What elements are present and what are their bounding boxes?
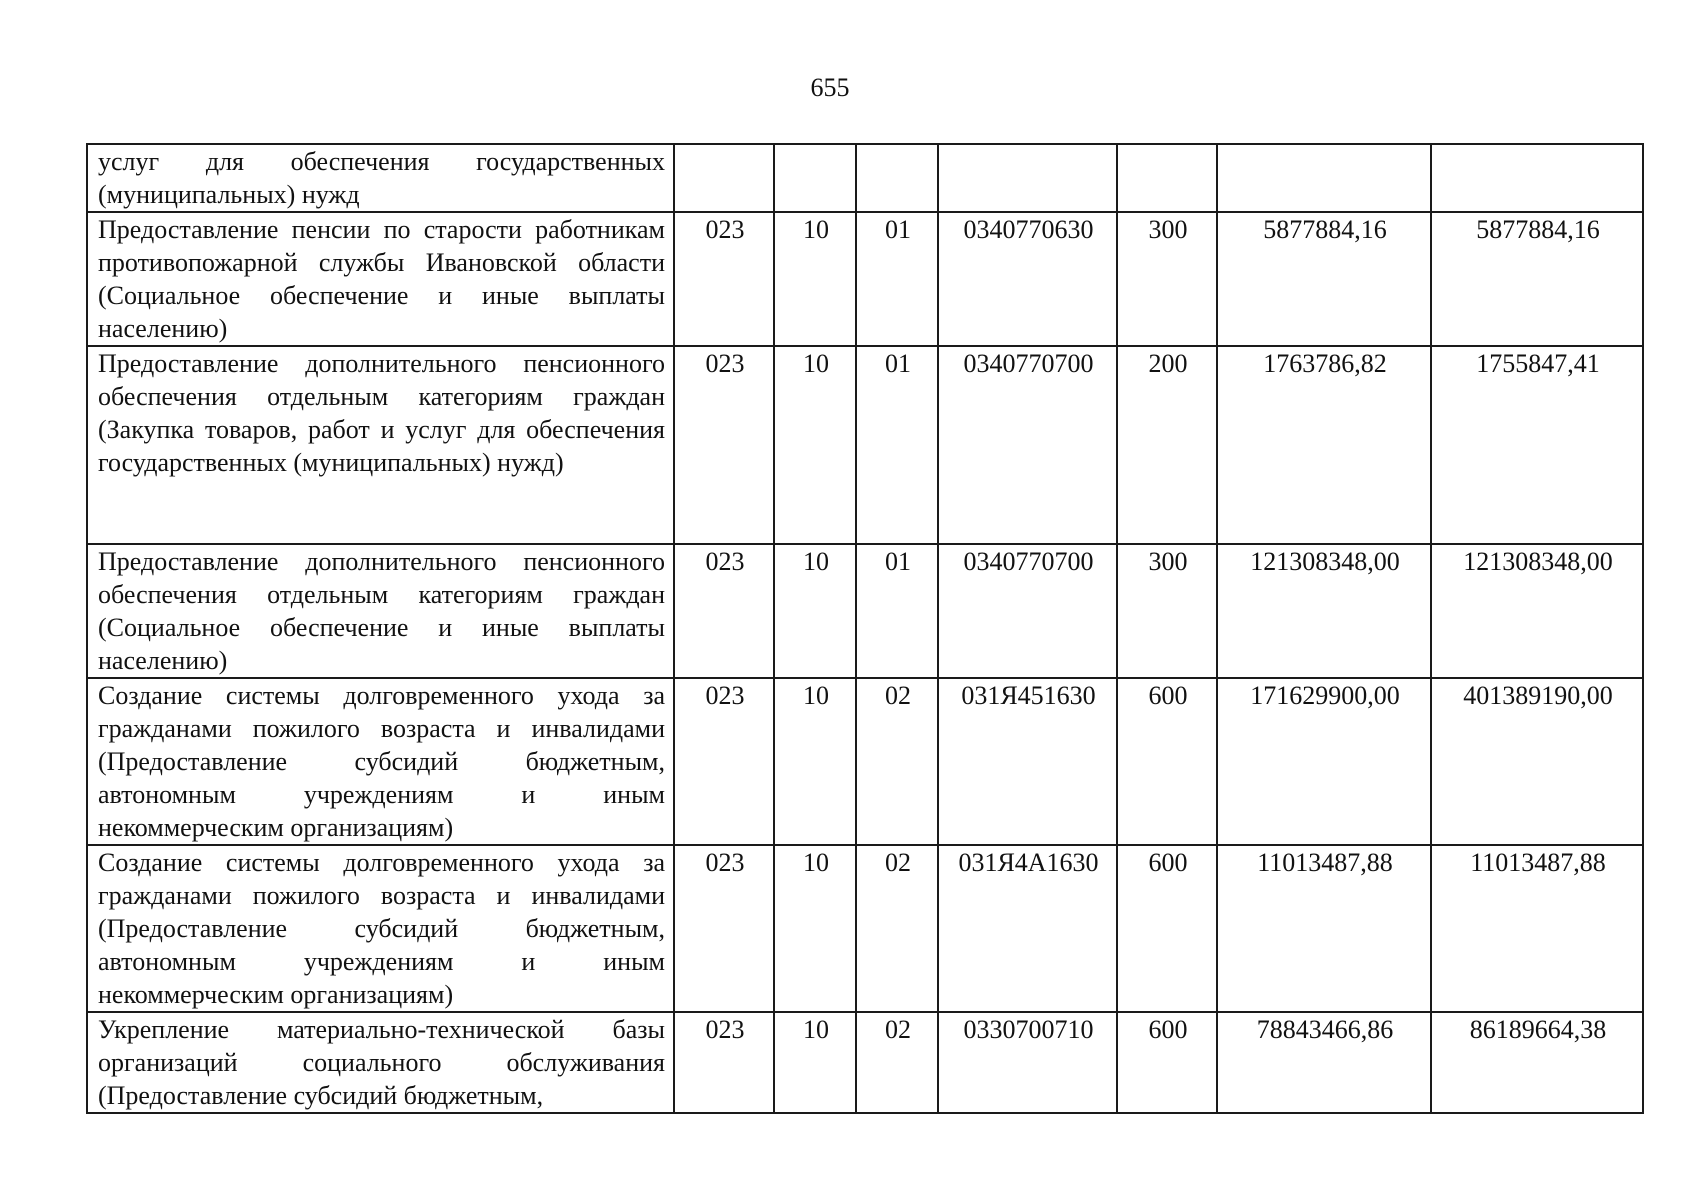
subsection-code: 01	[856, 212, 938, 346]
expense-type-code: 600	[1117, 678, 1217, 845]
subsection-code: 01	[856, 544, 938, 678]
table-row	[87, 346, 1643, 544]
table-row	[87, 845, 1643, 1012]
ministry-code	[674, 144, 774, 212]
subsection-code: 02	[856, 1012, 938, 1113]
ministry-code: 023	[674, 1012, 774, 1113]
table-row	[87, 1012, 1643, 1113]
table-row	[87, 212, 1643, 346]
section-code: 10	[774, 346, 856, 544]
budget-table	[86, 143, 1644, 1114]
ministry-code: 023	[674, 346, 774, 544]
page-number: 655	[810, 73, 850, 102]
subsection-code: 01	[856, 346, 938, 544]
row-description: услуг для обеспечения государственных (муниципальных) нужд	[87, 144, 674, 212]
amount-year-1: 78843466,86	[1217, 1012, 1431, 1113]
row-description: Предоставление пенсии по старости работникам противопожарной службы Ивановской области (Социальное обеспечение и иные выплаты населению)	[87, 212, 674, 346]
section-code	[774, 144, 856, 212]
table-row	[87, 144, 1643, 212]
subsection-code: 02	[856, 678, 938, 845]
expense-type-code: 600	[1117, 1012, 1217, 1113]
ministry-code: 023	[674, 678, 774, 845]
ministry-code: 023	[674, 212, 774, 346]
section-code: 10	[774, 1012, 856, 1113]
target-article-code	[938, 144, 1117, 212]
amount-year-1: 171629900,00	[1217, 678, 1431, 845]
amount-year-2: 121308348,00	[1431, 544, 1643, 678]
target-article-code: 0330700710	[938, 1012, 1117, 1113]
amount-year-2: 5877884,16	[1431, 212, 1643, 346]
row-description: Предоставление дополнительного пенсионного обеспечения отдельным категориям граждан (Социальное обеспечение и иные выплаты населению)	[87, 544, 674, 678]
expense-type-code	[1117, 144, 1217, 212]
amount-year-1: 121308348,00	[1217, 544, 1431, 678]
section-code: 10	[774, 212, 856, 346]
ministry-code: 023	[674, 544, 774, 678]
amount-year-1: 1763786,82	[1217, 346, 1431, 544]
table-row	[87, 678, 1643, 845]
expense-type-code: 600	[1117, 845, 1217, 1012]
target-article-code: 031Я451630	[938, 678, 1117, 845]
amount-year-1: 5877884,16	[1217, 212, 1431, 346]
target-article-code: 0340770700	[938, 544, 1117, 678]
expense-type-code: 300	[1117, 544, 1217, 678]
amount-year-2: 11013487,88	[1431, 845, 1643, 1012]
amount-year-1	[1217, 144, 1431, 212]
amount-year-2: 86189664,38	[1431, 1012, 1643, 1113]
amount-year-2: 401389190,00	[1431, 678, 1643, 845]
section-code: 10	[774, 845, 856, 1012]
target-article-code: 0340770630	[938, 212, 1117, 346]
expense-type-code: 200	[1117, 346, 1217, 544]
row-description: Укрепление материально-технической базы организаций социального обслуживания (Предоставление субсидий бюджетным,	[87, 1012, 674, 1113]
expense-type-code: 300	[1117, 212, 1217, 346]
amount-year-2	[1431, 144, 1643, 212]
subsection-code	[856, 144, 938, 212]
amount-year-2: 1755847,41	[1431, 346, 1643, 544]
subsection-code: 02	[856, 845, 938, 1012]
row-description: Создание системы долговременного ухода за гражданами пожилого возраста и инвалидами (Предоставление субсидий бюджетным, автономным учреждениям и иным некоммерческим организациям)	[87, 845, 674, 1012]
amount-year-1: 11013487,88	[1217, 845, 1431, 1012]
target-article-code: 031Я4А1630	[938, 845, 1117, 1012]
target-article-code: 0340770700	[938, 346, 1117, 544]
ministry-code: 023	[674, 845, 774, 1012]
row-description: Создание системы долговременного ухода за гражданами пожилого возраста и инвалидами (Предоставление субсидий бюджетным, автономным учреждениям и иным некоммерческим организациям)	[87, 678, 674, 845]
section-code: 10	[774, 544, 856, 678]
row-description: Предоставление дополнительного пенсионного обеспечения отдельным категориям граждан (Закупка товаров, работ и услуг для обеспечения государственных (муниципальных) нужд)	[87, 346, 674, 544]
table-row	[87, 544, 1643, 678]
section-code: 10	[774, 678, 856, 845]
